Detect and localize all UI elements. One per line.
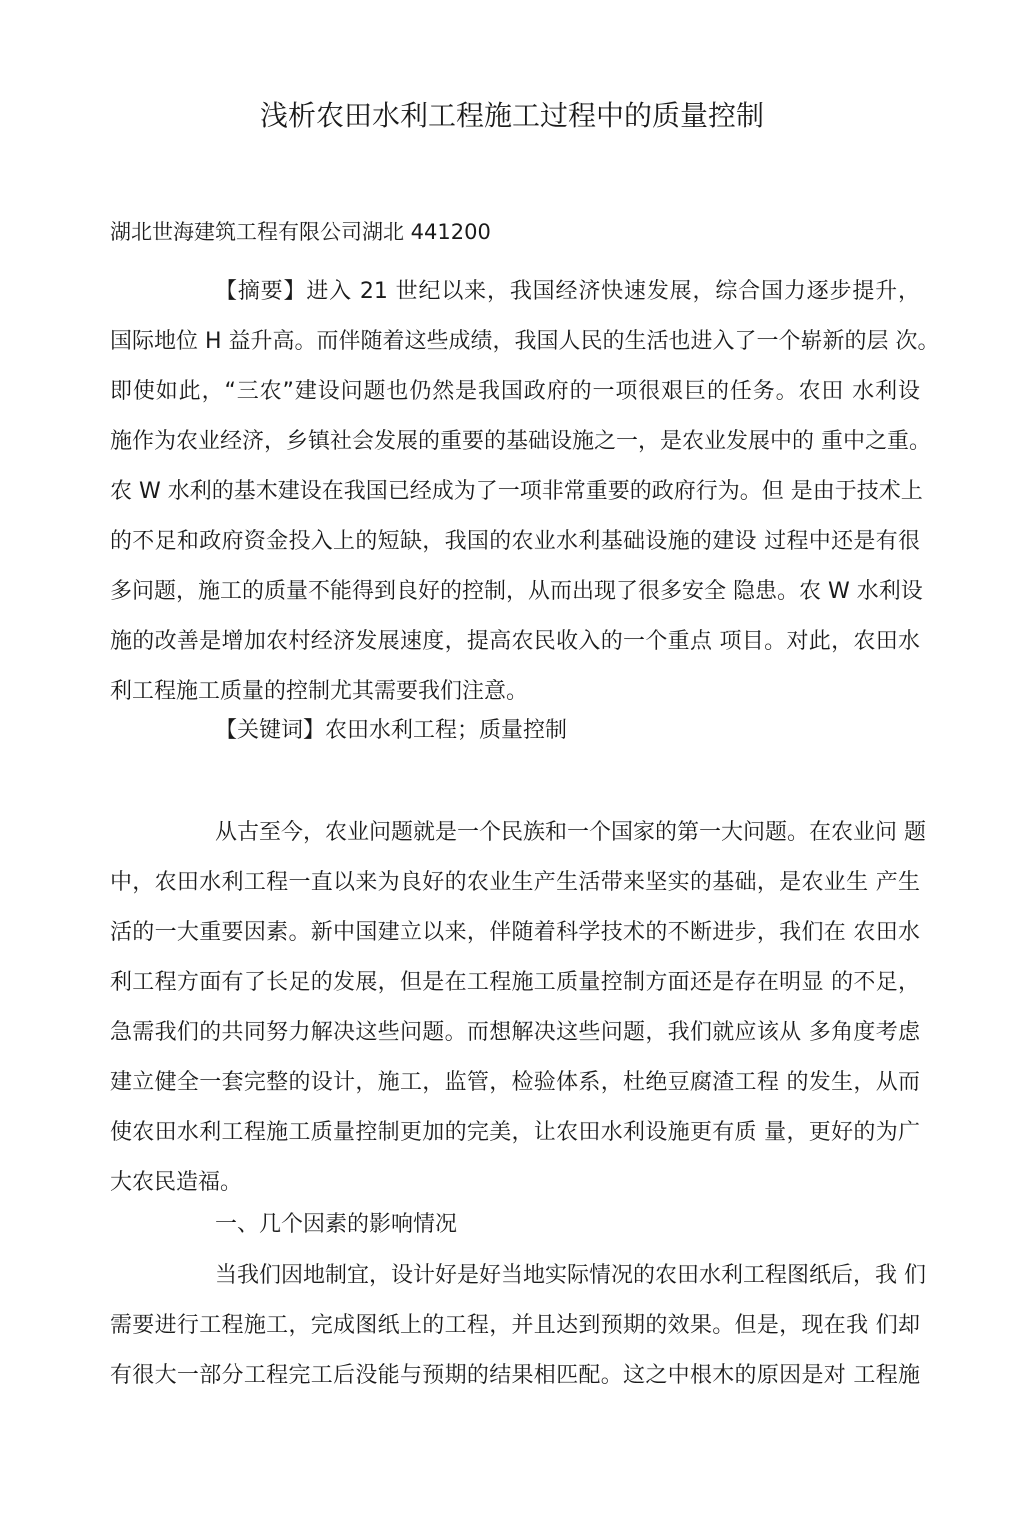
intro-line: 活的一大重要因素。新中国建立以来，伴随着科学技术的不断进步，我们在 农田水 [110, 920, 920, 945]
abstract-line: 利工程施工质量的控制尤其需要我们注意。 [110, 679, 529, 704]
intro-line: 使农田水利工程施工质量控制更加的完美，让农田水利设施更有质 量，更好的为广 [110, 1120, 920, 1145]
body-line: 当我们因地制宜，设计好是好当地实际情况的农田水利工程图纸后，我 们 [215, 1263, 926, 1288]
abstract-line: 即使如此，“三农”建设问题也仍然是我国政府的一项很艰巨的任务。农田 水利设 [110, 379, 920, 404]
body-paragraph [110, 1251, 926, 1401]
section-heading [110, 1200, 920, 1250]
intro-line: 建立健全一套完整的设计，施工，监管，检验体系，杜绝豆腐渣工程 的发生，从而 [110, 1070, 920, 1095]
intro-line: 大农民造福。 [110, 1170, 243, 1195]
abstract-line: 国际地位 H 益升高。而伴随着这些成绩，我国人民的生活也进入了一个崭新的层 次。 [110, 329, 940, 354]
section-heading-text: 一、几个因素的影响情况 [215, 1212, 458, 1237]
intro-line: 中，农田水利工程一直以来为良好的农业生产生活带来坚实的基础，是农业生 产生 [110, 870, 920, 895]
keywords-paragraph [110, 706, 920, 756]
body-line: 有很大一部分工程完工后没能与预期的结果相匹配。这之中根木的原因是对 工程施 [110, 1363, 920, 1388]
abstract-paragraph [110, 267, 940, 717]
abstract-line: 农 W 水利的基木建设在我国已经成为了一项非常重要的政府行为。但 是由于技术上 [110, 479, 923, 504]
keywords-line: 【关键词】农田水利工程；质量控制 [215, 718, 568, 743]
abstract-line: 施的改善是增加农村经济发展速度，提高农民收入的一个重点 项目。对此，农田水 [110, 629, 920, 654]
abstract-line: 的不足和政府资金投入上的短缺，我国的农业水利基础设施的建设 过程中还是有很 [110, 529, 920, 554]
body-line: 需要进行工程施工，完成图纸上的工程，并且达到预期的效果。但是，现在我 们却 [110, 1313, 920, 1338]
intro-line: 急需我们的共同努力解决这些问题。而想解决这些问题，我们就应该从 多角度考虑 [110, 1020, 920, 1045]
abstract-line: 多问题，施工的质量不能得到良好的控制，从而出现了很多安全 隐患。农 W 水利设 [110, 579, 923, 604]
intro-line: 从古至今，农业问题就是一个民族和一个国家的第一大问题。在农业问 题 [215, 820, 926, 845]
abstract-line: 【摘要】进入 21 世纪以来，我国经济快速发展，综合国力逐步提升， [215, 279, 920, 304]
abstract-line: 施作为农业经济，乡镇社会发展的重要的基础设施之一，是农业发展中的 重中之重。 [110, 429, 931, 454]
intro-paragraph [110, 808, 926, 1208]
document-title: 浅析农田水利工程施工过程中的质量控制 [259, 99, 764, 132]
author-affiliation: 湖北世海建筑工程有限公司湖北 441200 [110, 220, 491, 244]
intro-line: 利工程方面有了长足的发展，但是在工程施工质量控制方面还是存在明显 的不足， [110, 970, 920, 995]
